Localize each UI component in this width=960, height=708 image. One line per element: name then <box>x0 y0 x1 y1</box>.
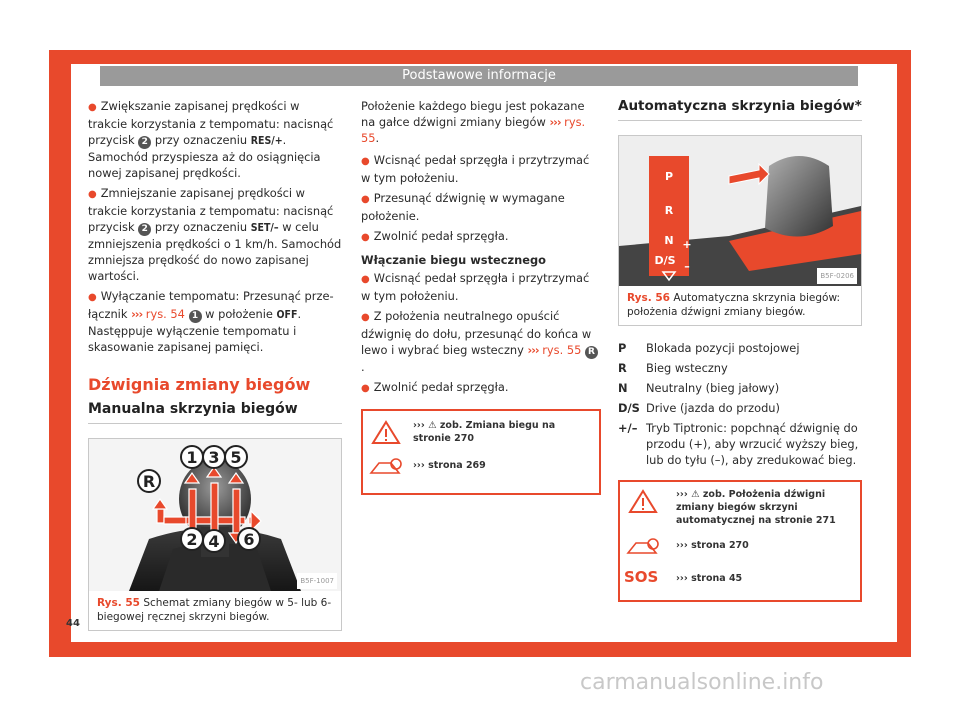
bullet-dot-icon: ● <box>88 189 97 200</box>
figure-link[interactable]: rys. 54 <box>145 307 185 321</box>
warning-triangle-icon <box>620 488 666 518</box>
definition-row <box>618 400 862 416</box>
num-badge: 2 <box>138 223 151 236</box>
button-label-res: RES/+ <box>250 135 283 147</box>
definition-key: D/S <box>618 401 640 415</box>
section-title: Dźwignia zmiany biegów <box>88 375 311 394</box>
figure-image <box>89 439 341 591</box>
gear-label: 2 <box>186 530 198 549</box>
warning-ref-text[interactable]: zob. Położenia dźwigni zmiany biegów skrzyni automatycznej na stronie 271 <box>676 489 836 526</box>
figure-automatic-gearbox <box>618 135 862 326</box>
switch-label-off: OFF <box>276 309 298 321</box>
bullet-step: ● Wcisnąć pedał sprzęgła i przytrzymać w tym położeniu. <box>361 271 590 303</box>
definition-text: Bieg wsteczny <box>646 361 728 375</box>
warning-triangle-icon <box>363 419 409 449</box>
definition-row <box>618 360 862 376</box>
gear-label: 5 <box>230 448 242 467</box>
bullet-disable-cruise: ● Wyłączanie tempomatu: Przesunąć przełącznik ››› rys. 54 1 w położenie OFF. Następpuje wyłączenie tempomatu i skasowanie zapisanej pamięci. <box>88 289 334 354</box>
ref-arrows: ››› <box>676 540 688 551</box>
figure-number: Rys. 56 <box>627 292 670 304</box>
bullet-dot-icon: ● <box>88 102 97 113</box>
definition-row <box>618 380 862 396</box>
figure-code: B5F-1007 <box>297 573 337 589</box>
definition-key: R <box>618 361 627 375</box>
ref-arrows: ››› <box>676 573 688 584</box>
intro-paragraph: Położenie każdego biegu jest pokazane na gałce dźwigni zmiany biegów ››› rys. 55. <box>361 99 586 145</box>
page-header: Podstawowe informacje <box>100 66 858 86</box>
figure-number: Rys. 55 <box>97 597 140 609</box>
gate-letter: N <box>664 234 674 247</box>
environment-icon <box>620 535 666 561</box>
figure-link[interactable]: rys. 55 <box>361 115 586 145</box>
bullet-dot-icon: ● <box>361 232 370 243</box>
num-badge: 1 <box>189 310 202 323</box>
definition-text: Blokada pozycji postojowej <box>646 341 800 355</box>
bullet-step: ● Z położenia neutralnego opuścić dźwignię do dołu, przesunąć do końca w lewo i wybrać bieg wsteczny ››› rys. 55 R. <box>361 308 601 375</box>
bullet-increase-speed: ● Zwiększanie zapisanej prędkości w trakcie korzystania z tempomatu: nacisnąć przycisk 2 przy oznaczeniu RES/+. Samochód przyspiesza aż do osiągnięcia nowej zapisanej prędkości. <box>88 99 334 180</box>
ref-arrows: ››› <box>413 460 425 471</box>
definition-key: +/– <box>618 421 638 435</box>
bullet-dot-icon: ● <box>361 194 370 205</box>
bullet-dot-icon: ● <box>361 383 370 394</box>
ref-arrows: ››› <box>131 307 143 321</box>
warning-small-icon: ⚠ <box>428 420 437 431</box>
gear-label: R <box>142 472 156 491</box>
bullet-step: ● Zwolnić pedał sprzęgła. <box>361 229 509 243</box>
button-label-set: SET/– <box>250 222 279 234</box>
bullet-dot-icon: ● <box>361 274 370 285</box>
bullet-step: ● Zwolnić pedał sprzęgła. <box>361 380 509 394</box>
gate-letter: D/S <box>654 254 676 267</box>
gear-positions-list <box>618 340 862 468</box>
definition-text: Neutralny (bieg jałowy) <box>646 381 780 395</box>
sos-text[interactable]: strona 45 <box>691 573 743 584</box>
environment-icon <box>363 455 409 481</box>
definition-row <box>618 340 862 356</box>
figure-image <box>619 136 861 286</box>
gate-letter: P <box>664 170 674 183</box>
warning-box <box>618 480 862 602</box>
subsection-title: Manualna skrzynia biegów <box>88 401 342 424</box>
bullet-dot-icon: ● <box>88 292 97 303</box>
definition-text: Tryb Tiptronic: popchnąć dźwignię do przodu (+), aby wrzucić wyższy bieg, lub do tyłu (–), aby zredukować bieg. <box>646 421 859 467</box>
warning-small-icon: ⚠ <box>691 489 700 500</box>
reference-text[interactable]: strona 269 <box>428 460 486 471</box>
reference-row <box>363 449 599 481</box>
definition-key: P <box>618 341 627 355</box>
figure-caption: Rys. 56 Automatyczna skrzynia biegów: położenia dźwigni zmiany biegów. <box>627 292 841 318</box>
subheading-reverse: Włączanie biegu wstecznego <box>361 253 546 267</box>
manual-shift-illustration <box>89 439 341 591</box>
column-right <box>618 98 862 602</box>
num-badge: R <box>585 346 598 359</box>
gate-letter: R <box>664 204 674 217</box>
gear-label: 1 <box>186 448 198 467</box>
definition-text: Drive (jazda do przodu) <box>646 401 780 415</box>
reference-text[interactable]: strona 270 <box>691 540 749 551</box>
column-middle <box>361 98 601 495</box>
warning-ref-text[interactable]: zob. Zmiana biegu na stronie 270 <box>413 420 556 444</box>
sos-row <box>620 561 860 585</box>
gear-label: 6 <box>243 530 255 549</box>
reference-row <box>620 527 860 561</box>
warning-row <box>363 411 599 449</box>
gate-plus: + <box>682 238 692 251</box>
definition-key: N <box>618 381 628 395</box>
bullet-decrease-speed: ● Zmniejszanie zapisanej prędkości w trakcie korzystania z tempomatu: nacisnąć przycisk 2 przy oznaczeniu SET/– w celu zmniejszenia prędkości o 1 km/h. Samochód zmniejsza prędkość do nowo zapisanej wartości. <box>88 186 342 283</box>
column-left <box>88 98 342 631</box>
ref-arrows: ››› <box>676 489 688 500</box>
sos-icon: SOS <box>624 568 659 586</box>
gate-minus: – <box>684 260 690 273</box>
warning-box <box>361 409 601 495</box>
warning-row <box>620 482 860 527</box>
figure-manual-gearbox <box>88 438 342 631</box>
page-number: 44 <box>66 618 80 629</box>
figure-caption: Rys. 55 Schemat zmiany biegów w 5- lub 6-biegowej ręcznej skrzyni biegów. <box>97 597 332 623</box>
automatic-shift-illustration <box>619 136 861 286</box>
ref-arrows: ››› <box>527 343 539 357</box>
figure-link[interactable]: rys. 55 <box>542 343 582 357</box>
bullet-dot-icon: ● <box>361 312 370 323</box>
bullet-step: ● Przesunąć dźwignię w wymagane położenie. <box>361 191 565 223</box>
subsection-title-automatic: Automatyczna skrzynia biegów* <box>618 98 862 121</box>
num-badge: 2 <box>138 136 151 149</box>
gear-label: 4 <box>208 532 220 551</box>
definition-row <box>618 420 862 468</box>
bullet-dot-icon: ● <box>361 156 370 167</box>
ref-arrows: ››› <box>413 420 425 431</box>
bullet-step: ● Wcisnąć pedał sprzęgła i przytrzymać w tym położeniu. <box>361 153 590 185</box>
ref-arrows: ››› <box>549 115 561 129</box>
watermark: carmanualsonline.info <box>580 670 824 695</box>
figure-code: B5F-0206 <box>817 268 857 284</box>
gear-label: 3 <box>208 448 220 467</box>
